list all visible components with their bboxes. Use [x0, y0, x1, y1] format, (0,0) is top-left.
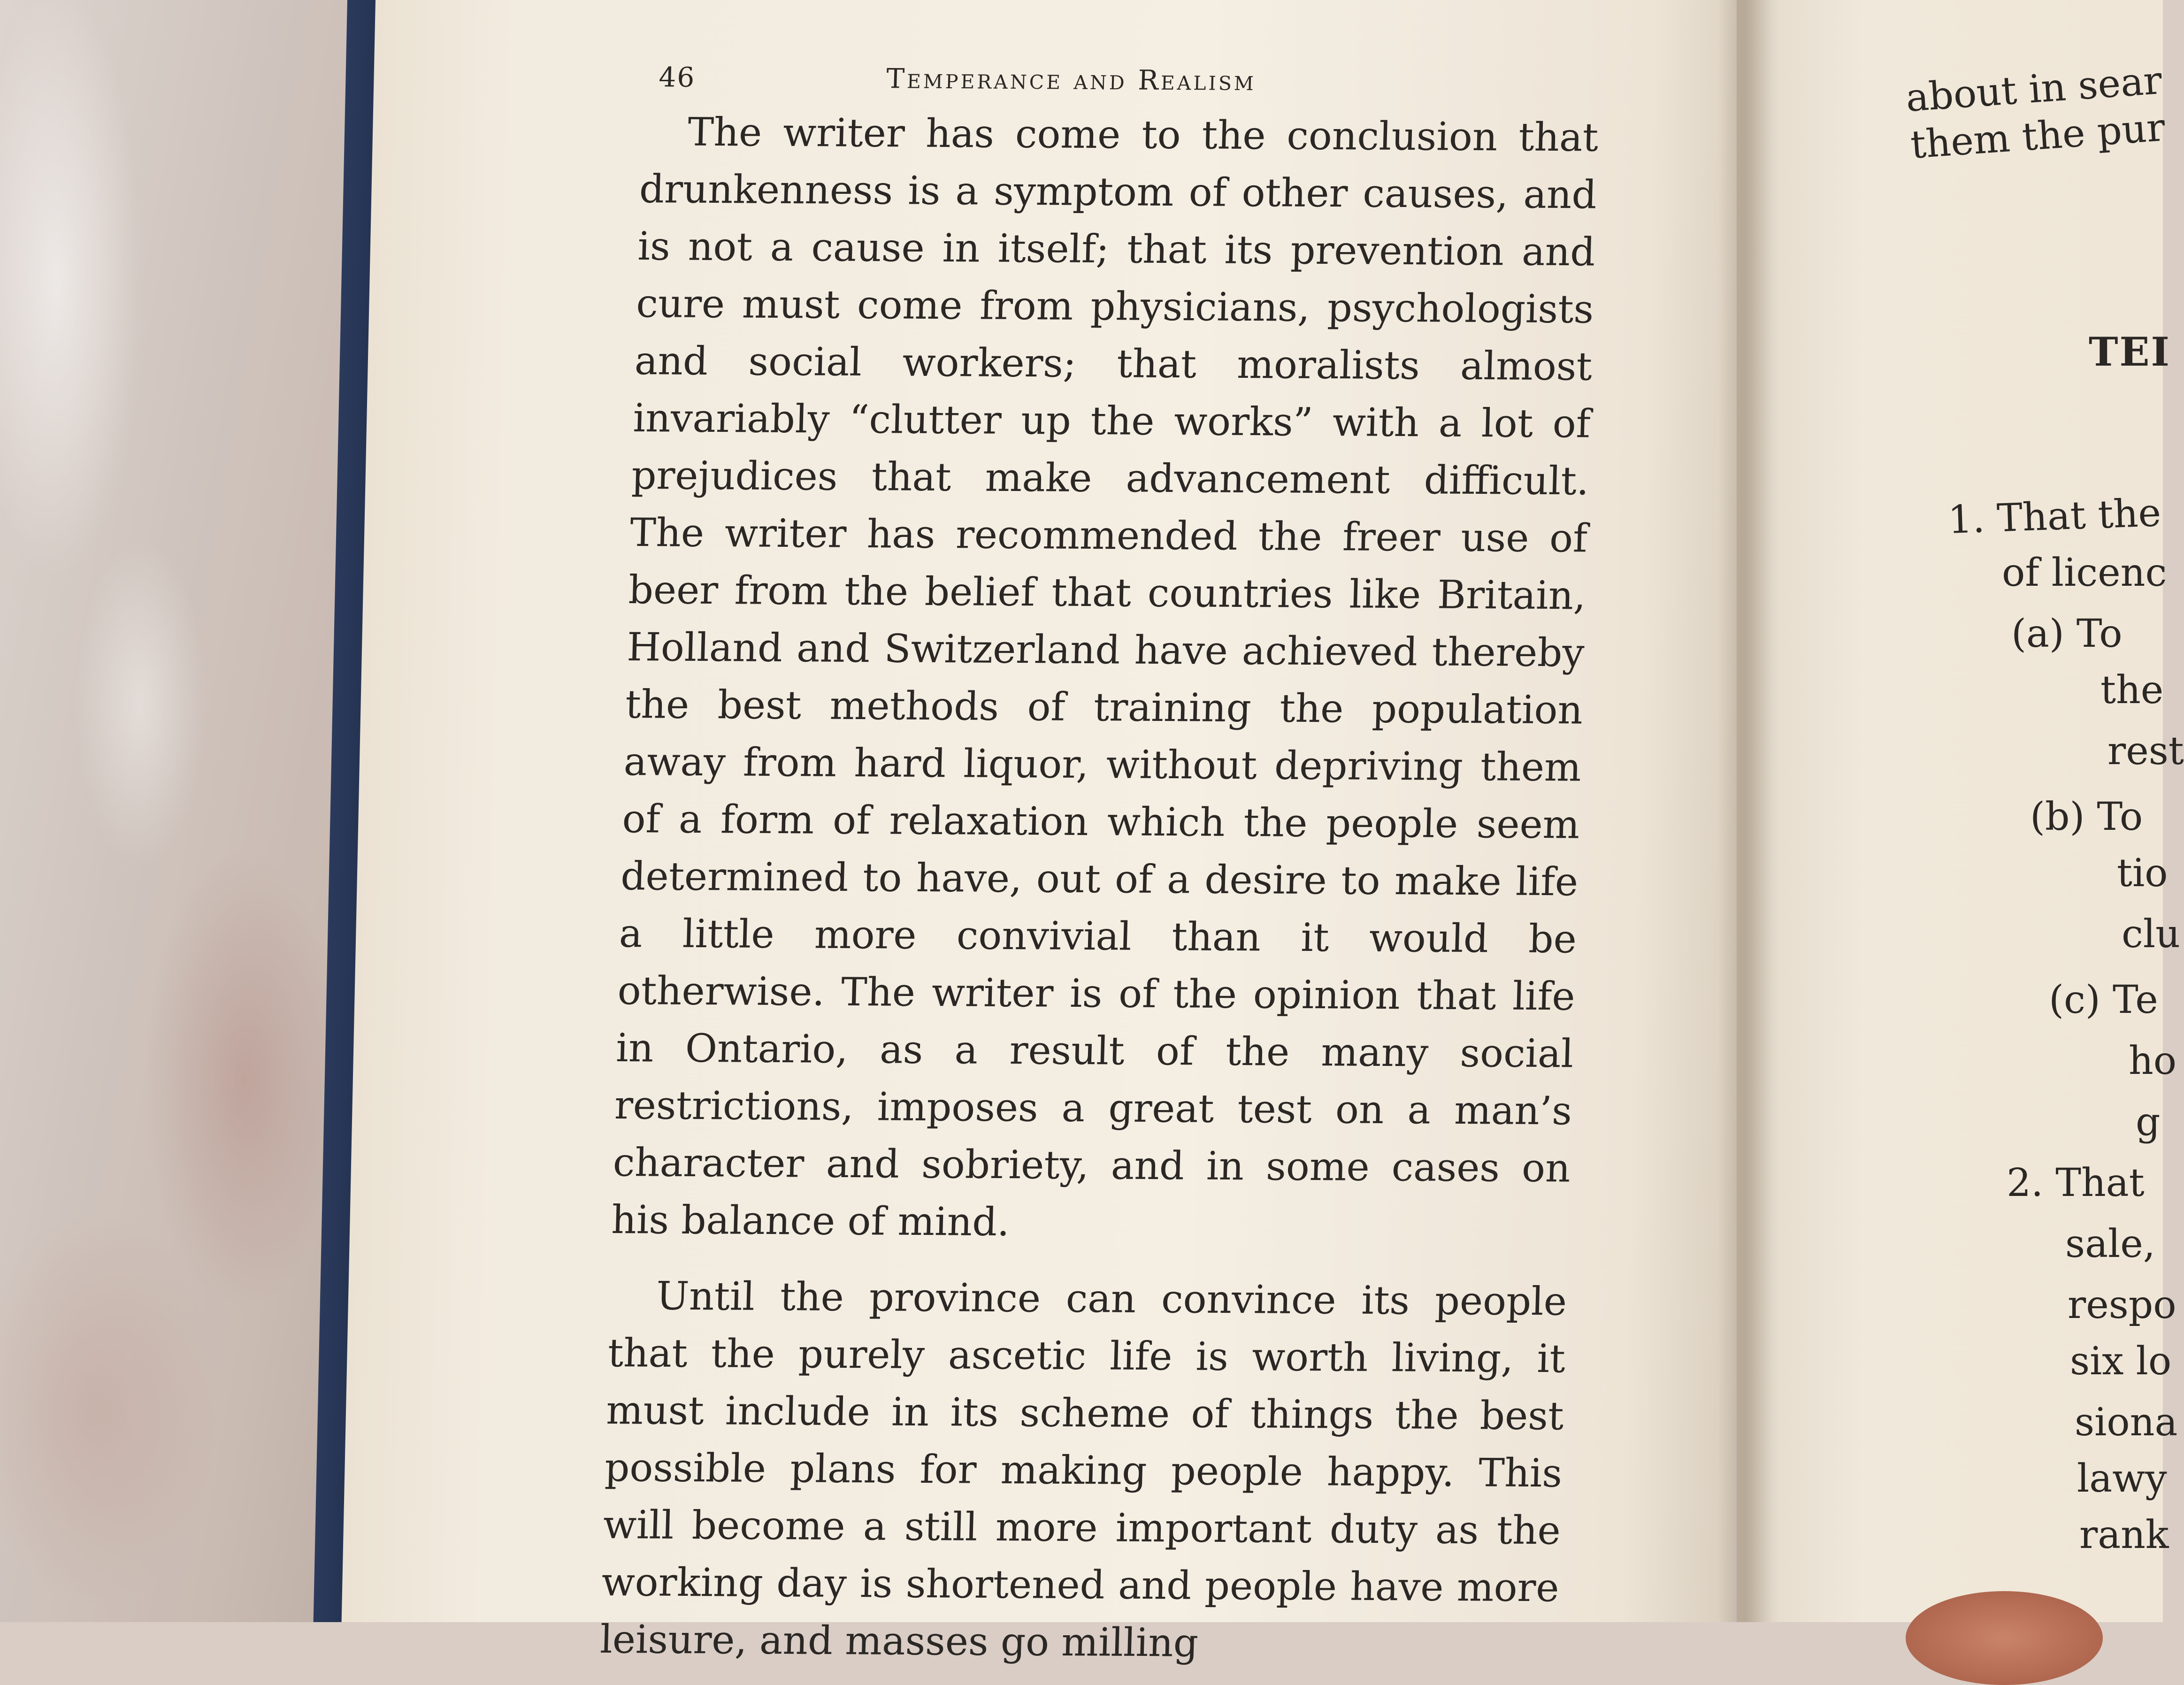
right-list-line: of licenc: [2002, 551, 2167, 595]
right-list-line: tio: [2117, 851, 2168, 896]
thumb: [1906, 1591, 2103, 1685]
right-list-line: siona: [2075, 1400, 2178, 1445]
right-list-line: g: [2136, 1100, 2161, 1144]
right-list-line: lawy: [2077, 1456, 2167, 1501]
right-list-line: rest: [2107, 729, 2184, 774]
book-gutter: [1718, 0, 1779, 1622]
right-list-line: (a) To: [2011, 612, 2123, 656]
right-list-line: sale,: [2065, 1222, 2155, 1266]
page-number: 46: [658, 61, 696, 93]
right-page: [1737, 0, 2163, 1622]
right-top-line: about in sear: [1904, 58, 2163, 121]
running-title: Temperance and Realism: [886, 62, 1257, 97]
right-list-line: (b) To: [2030, 795, 2143, 839]
right-list-line: ho: [2129, 1039, 2177, 1083]
right-list-line: 2. That: [2007, 1161, 2145, 1205]
paragraph-2: Until the province can convince its people that the purely ascetic life is worth living, it must include in its scheme of things the best possible plans for making people happy. This will become a still more important duty as the working day is shortened and people have more leisure, and masses go milling: [599, 1273, 1568, 1666]
running-head: [642, 52, 1601, 109]
right-list-line: (c) Te: [2049, 978, 2158, 1022]
right-list-line: 1. That the: [1947, 490, 2162, 543]
right-list-line: rank: [2079, 1513, 2169, 1557]
right-list-line: the: [2100, 668, 2164, 712]
right-list-line: clu: [2122, 912, 2180, 957]
right-top-line: them the pur: [1909, 105, 2167, 168]
left-page-text: [599, 52, 1601, 1674]
right-heading: TEI: [2089, 329, 2171, 375]
right-list-line: six lo: [2070, 1339, 2172, 1384]
paragraph-1: The writer has come to the conclusion that drunkenness is a symptom of other causes, and is not a cause in itself; that its prevention and cure must come from physicians, psychologists and social workers; that moralists almost invariably “clutter up the works” with a lot of prejudices that make advancement difficult. The writer has recommended the freer use of beer from the belief that countries like Britain, Holland and Switzerland have achieved thereby the best methods of training the population away from hard liquor, without depriving them of a form of relaxation which the people seem determined to have, out of a desire to make life a little more convivial than it would be otherwise. The writer is of the opinion that life in Ontario, as a result of the many social restrictions, imposes a great test on a man’s character and sobriety, and in some cases on his balance of mind.: [611, 109, 1599, 1245]
right-list-line: respo: [2068, 1283, 2176, 1327]
